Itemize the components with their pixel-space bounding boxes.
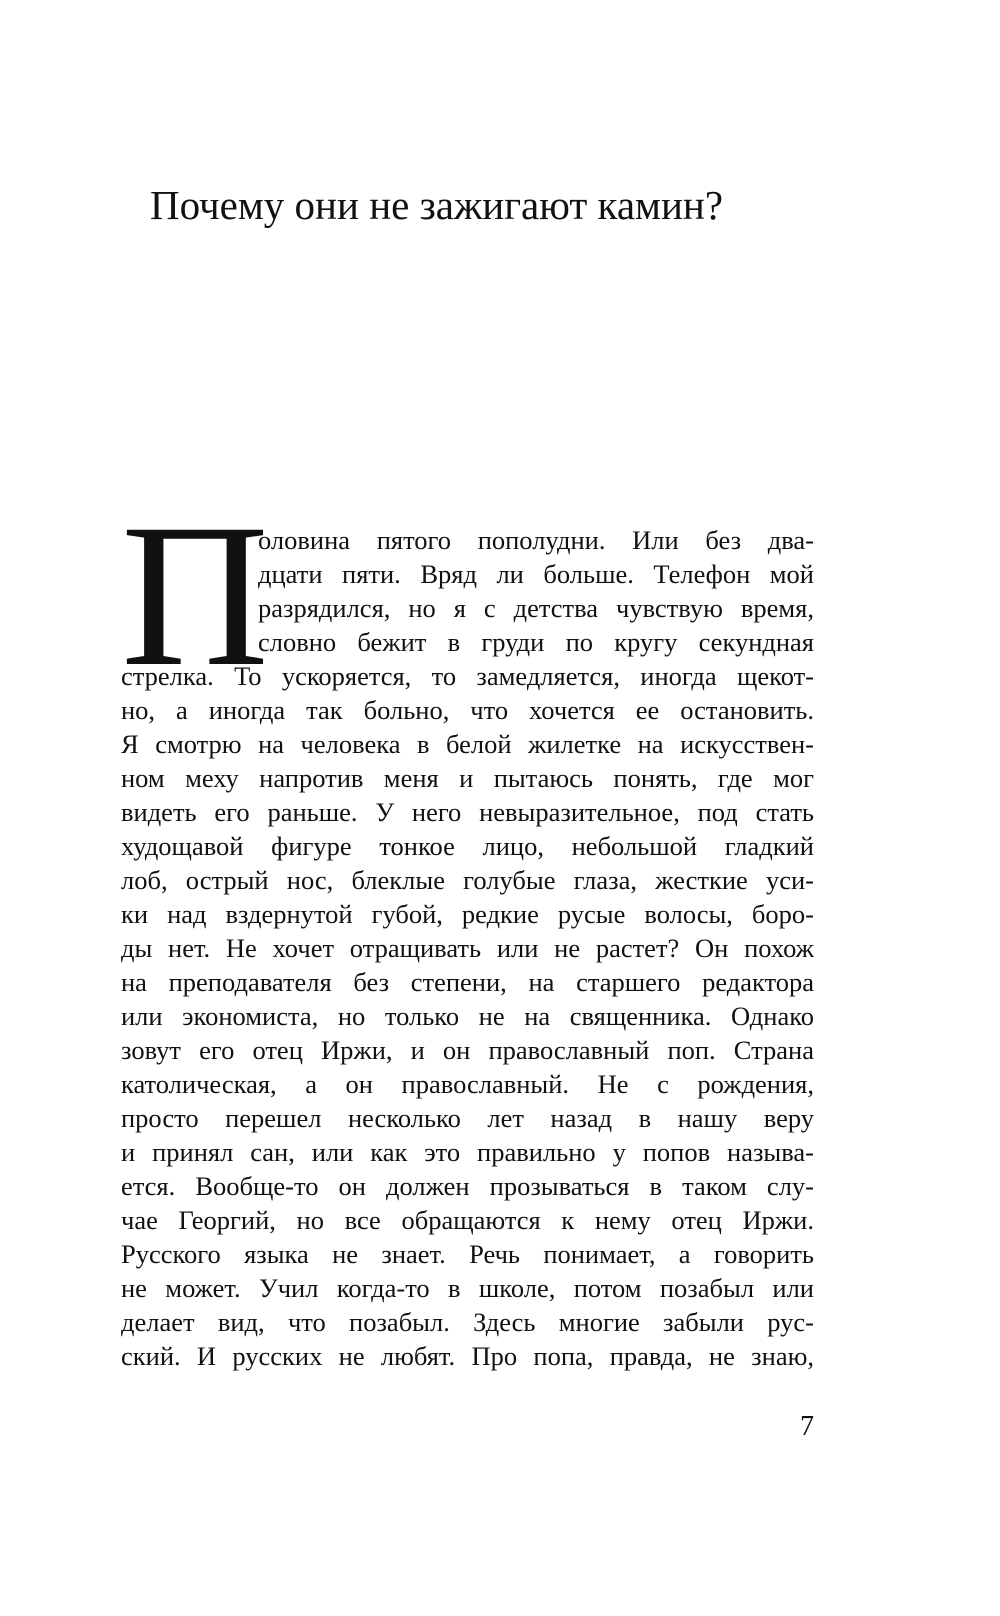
text-line: дцати пяти. Вряд ли больше. Телефон мой — [258, 559, 814, 589]
text-line: словно бежит в груди по кругу секундная — [258, 627, 814, 657]
text-line: стрелка. То ускоряется, то замедляется, иногда щекот- — [121, 661, 814, 691]
drop-cap: П — [121, 482, 270, 709]
text-line: Русского языка не знает. Речь понимает, а говорить — [121, 1239, 814, 1269]
text-line: зовут его отец Иржи, и он православный поп. Страна — [121, 1035, 814, 1065]
text-line: не может. Учил когда-то в школе, потом позабыл или — [121, 1273, 814, 1303]
text-line: или экономиста, но только не на священника. Однако — [121, 1001, 814, 1031]
text-line: делает вид, что позабыл. Здесь многие забыли рус- — [121, 1307, 814, 1337]
text-line: ки над вздернутой губой, редкие русые волосы, боро- — [121, 899, 814, 929]
text-line: но, а иногда так больно, что хочется ее остановить. — [121, 695, 814, 725]
text-line: и принял сан, или как это правильно у попов называ- — [121, 1137, 814, 1167]
text-line: ский. И русских не любят. Про попа, правда, не знаю, — [121, 1341, 814, 1371]
text-line: разрядился, но я с детства чувствую время, — [258, 593, 814, 623]
text-line: худощавой фигуре тонкое лицо, небольшой гладкий — [121, 831, 814, 861]
text-line: просто перешел несколько лет назад в нашу веру — [121, 1103, 814, 1133]
text-line: оловина пятого пополудни. Или без два- — [258, 525, 814, 555]
text-line: католическая, а он православный. Не с рождения, — [121, 1069, 814, 1099]
text-line: видеть его раньше. У него невыразительное, под стать — [121, 797, 814, 827]
text-line: лоб, острый нос, блеклые голубые глаза, жесткие уси- — [121, 865, 814, 895]
text-line: на преподавателя без степени, на старшего редактора — [121, 967, 814, 997]
text-line: чае Георгий, но все обращаются к нему отец Иржи. — [121, 1205, 814, 1235]
text-line: ном меху напротив меня и пытаюсь понять, где мог — [121, 763, 814, 793]
text-line: ды нет. Не хочет отращивать или не растет? Он похож — [121, 933, 814, 963]
chapter-title: Почему они не зажигают камин? — [150, 182, 724, 228]
text-line: Я смотрю на человека в белой жилетке на искусствен- — [121, 729, 814, 759]
text-line: ется. Вообще-то он должен прозываться в таком слу- — [121, 1171, 814, 1201]
page-number: 7 — [800, 1411, 814, 1442]
